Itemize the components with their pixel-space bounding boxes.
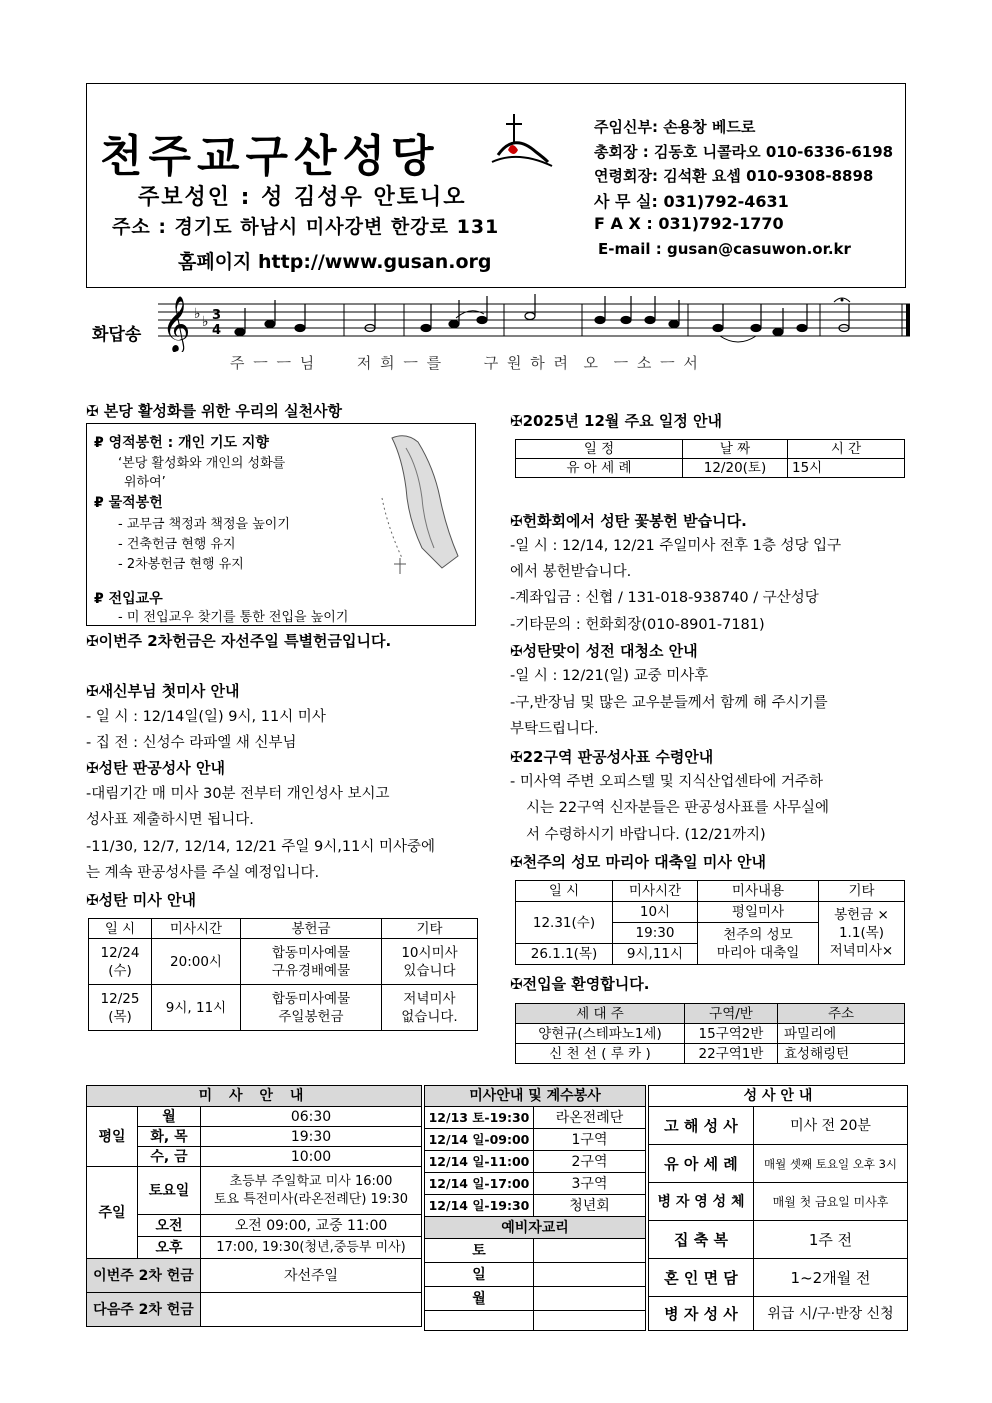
table-row: 병 자 영 성 체 매월 첫 금요일 미사후 [649, 1183, 908, 1221]
svg-text:♭: ♭ [194, 306, 201, 322]
zone-line-1: - 미사역 주변 오피스텔 및 지식산업센타에 거주하 [510, 774, 824, 790]
contact-funeral: 연령회장: 김석환 요셉 010-9308-8898 [594, 167, 874, 185]
table-row: 12/14 일-09:00 1구역 [425, 1129, 646, 1151]
welcome-table: 세 대 주 구역/반 주소 양현규(스테파노1세) 15구역2반 파밀리에 신 천 선 ( 루 카 ) 22구역1반 효성해링턴 [515, 1003, 905, 1064]
svg-text:♭: ♭ [202, 314, 209, 330]
table-row: 오후 17:00, 19:30(청년,중등부 미사) [87, 1237, 422, 1259]
contact-email[interactable]: E-mail : gusan@casuwon.or.kr [598, 240, 851, 258]
psalm-label: 화답송 [92, 325, 142, 345]
parish-title: 천주교구산성당 [100, 131, 440, 182]
table-row: 유 아 세 례 12/20(토) 15시 [516, 459, 905, 478]
first-mass-line-2: - 집 전 : 신성수 라파엘 새 신부님 [86, 735, 297, 751]
schedule-table: 일 정 날 짜 시 간 유 아 세 례 12/20(토) 15시 [515, 439, 905, 478]
mass-info-table: 미 사 안 내 평일 월 06:30 화, 목 19:30 수, 금 10:00 주일 토요일 초등부 주일학교 미사 16:00 토요 특전미사(라온전례단) 19:30 오전 오전 09:00, 교중 11:00 오후 17:00, 19:30(청년,중등부 미사) 이번주 2차 헌금 자선주일 다음주 2차 헌금 [86, 1085, 422, 1327]
first-mass-line-1: - 일 시 : 12/14일(일) 9시, 11시 미사 [86, 709, 326, 725]
table-row: 12/24 (수) 20:00시 합동미사예물 구유경배예물 10시미사 있습니다 [89, 939, 478, 985]
table-row: 병 자 성 사 위급 시/구·반장 신청 [649, 1297, 908, 1331]
col-header: 기타 [382, 919, 478, 939]
spiritual-line-1: ‘본당 활성화와 개인의 성화를 [118, 456, 286, 471]
spiritual-title: ₽ 영적봉헌 : 개인 기도 지향 [94, 435, 269, 451]
material-title: ₽ 물적봉헌 [94, 495, 163, 511]
flower-line-2: 에서 봉헌받습니다. [510, 564, 632, 580]
table-row: 양현규(스테파노1세) 15구역2반 파밀리에 [516, 1024, 905, 1044]
table-row: 일 [425, 1263, 646, 1287]
second-collection-notice: ✠이번주 2차헌금은 자선주일 특별헌금입니다. [86, 632, 392, 650]
psalm-lyrics: 주 ㅡ ㅡ 님 저 희 ㅡ 를 구 원 하 려 오 ㅡ 소 ㅡ 서 [230, 354, 700, 372]
confession-line-2: 성사표 제출하시면 됩니다. [86, 812, 254, 828]
zone-line-3: 서 수령하시기 바랍니다. (12/21까지) [526, 827, 766, 843]
spiritual-line-2: 위하여’ [124, 475, 166, 490]
table-row: 화, 목 19:30 [87, 1127, 422, 1147]
transfer-line-1: - 미 전입교우 찾기를 통한 전입을 높이기 [118, 610, 349, 625]
parish-logo-icon [488, 110, 558, 170]
table-row: 고 해 성 사 미사 전 20분 [649, 1107, 908, 1145]
mary-title: ✠천주의 성모 마리아 대축일 미사 안내 [510, 853, 767, 871]
material-line-3: - 2차봉헌금 현행 유지 [118, 557, 244, 572]
christmas-mass-table [88, 918, 478, 1031]
flower-title: ✠헌화회에서 성탄 꽃봉헌 받습니다. [510, 512, 747, 530]
table-row: 이번주 2차 헌금 자선주일 [87, 1259, 422, 1293]
music-staff [158, 292, 918, 352]
mary-mass-table: 일 시 미사시간 미사내용 기타 12.31(수) 10시 평일미사 봉헌금 × 1.1(목) 저녁미사× 19:30 천주의 성모 마리아 대축일 26.1.1(목) 9시,11시 [515, 880, 905, 965]
practice-title: ✠ 본당 활성화를 위한 우리의 실천사항 [86, 402, 343, 420]
material-line-2: - 건축헌금 현행 유지 [118, 537, 236, 552]
table-row: 집 축 복 1주 전 [649, 1221, 908, 1259]
confession-line-4: 는 계속 판공성사를 주실 예정입니다. [86, 865, 320, 881]
table-row: 12/14 일-11:00 2구역 [425, 1151, 646, 1173]
table-row: 신 천 선 ( 루 카 ) 22구역1반 효성해링턴 [516, 1044, 905, 1064]
table-row: 26.1.1(목) 9시,11시 [516, 944, 905, 965]
contact-fax: F A X : 031)792-1770 [594, 214, 784, 233]
sacraments-table: 성 사 안 내 고 해 성 사 미사 전 20분 유 아 세 례 매월 셋째 토요일 오후 3시 병 자 영 성 체 매월 첫 금요일 미사후 집 축 복 1주 전 혼 인 면 담 1~2개월 전 병 자 성 사 위급 시/구·반장 신청 [648, 1085, 908, 1331]
table-row: 평일 월 06:30 [87, 1107, 422, 1127]
cleaning-line-1: -일 시 : 12/21(일) 교중 미사후 [510, 668, 709, 684]
cleaning-line-2: -구,반장님 및 많은 교우분들께서 함께 해 주시기를 [510, 695, 828, 711]
christmas-mass-title: ✠성탄 미사 안내 [86, 891, 196, 909]
col-header: 봉헌금 [241, 919, 382, 939]
zone-line-2: 시는 22구역 신자분들은 판공성사표를 사무실에 [526, 800, 830, 816]
contact-office: 사 무 실: 031)792-4631 [594, 192, 789, 211]
contact-pastor: 주임신부: 손용창 베드로 [594, 118, 756, 136]
table-row: 수, 금 10:00 [87, 1147, 422, 1167]
col-header: 미사시간 [152, 919, 241, 939]
col-header: 일 시 [89, 919, 152, 939]
confession-line-1: -대림기간 매 미사 30분 전부터 개인성사 보시고 [86, 786, 390, 802]
flower-line-4: -기타문의 : 헌화회장(010-8901-7181) [510, 617, 765, 633]
welcome-title: ✠전입을 환영합니다. [510, 975, 650, 993]
patron-saint: 주보성인 : 성 김성우 안토니오 [138, 185, 467, 210]
table-row: 유 아 세 례 매월 셋째 토요일 오후 3시 [649, 1145, 908, 1183]
table-row: 12/13 토-19:30 라온전례단 [425, 1107, 646, 1129]
table-row: 주일 토요일 초등부 주일학교 미사 16:00 토요 특전미사(라온전례단) 19:30 [87, 1167, 422, 1215]
material-line-1: - 교무금 책정과 책정을 높이기 [118, 517, 290, 532]
confession-title: ✠성탄 판공성사 안내 [86, 759, 225, 777]
table-row: 19:30 천주의 성모 마리아 대축일 [516, 923, 905, 944]
contact-president: 총회장 : 김동호 니콜라오 010-6336-6198 [594, 143, 894, 161]
homepage-link[interactable]: 홈페이지 http://www.gusan.org [178, 251, 492, 273]
table-row: 혼 인 면 담 1~2개월 전 [649, 1259, 908, 1297]
cleaning-line-3: 부탁드립니다. [510, 721, 599, 737]
flower-line-3: -계좌입금 : 신협 / 131-018-938740 / 구산성당 [510, 590, 819, 606]
transfer-title: ₽ 전입교우 [94, 591, 163, 607]
table-row: 12/25 (목) 9시, 11시 합동미사예물 주일봉헌금 저녁미사 없습니다. [89, 985, 478, 1031]
zone-title: ✠22구역 판공성사표 수령안내 [510, 748, 714, 766]
cleaning-title: ✠성탄맞이 성전 대청소 안내 [510, 642, 698, 660]
address: 주소 : 경기도 하남시 미사강변 한강로 131 [112, 216, 500, 238]
confession-line-3: -11/30, 12/7, 12/14, 12/21 주일 9시,11시 미사중에 [86, 839, 435, 855]
table-row: 토 [425, 1239, 646, 1263]
svg-text:4: 4 [212, 323, 222, 338]
svg-text:3: 3 [212, 308, 222, 323]
table-row: 12.31(수) 10시 평일미사 봉헌금 × 1.1(목) 저녁미사× [516, 902, 905, 923]
flower-line-1: -일 시 : 12/14, 12/21 주일미사 전후 1층 성당 입구 [510, 538, 842, 554]
table-row: 다음주 2차 헌금 [87, 1293, 422, 1327]
schedule-title: ✠2025년 12월 주요 일정 안내 [510, 412, 723, 430]
table-row: 12/14 일-19:30 청년회 [425, 1195, 646, 1217]
service-table: 미사안내 및 계수봉사 12/13 토-19:30 라온전례단 12/14 일-09:00 1구역 12/14 일-11:00 2구역 12/14 일-17:00 3구역 12/14 일-19:30 청년회 예비자교리 토 일 월 [424, 1085, 646, 1331]
table-row: 12/14 일-17:00 3구역 [425, 1173, 646, 1195]
first-mass-title: ✠새신부님 첫미사 안내 [86, 682, 240, 700]
svg-text:𝄞: 𝄞 [162, 296, 191, 352]
table-row: 오전 오전 09:00, 교중 11:00 [87, 1215, 422, 1237]
praying-hands-icon [362, 428, 472, 578]
table-row: 월 [425, 1287, 646, 1311]
